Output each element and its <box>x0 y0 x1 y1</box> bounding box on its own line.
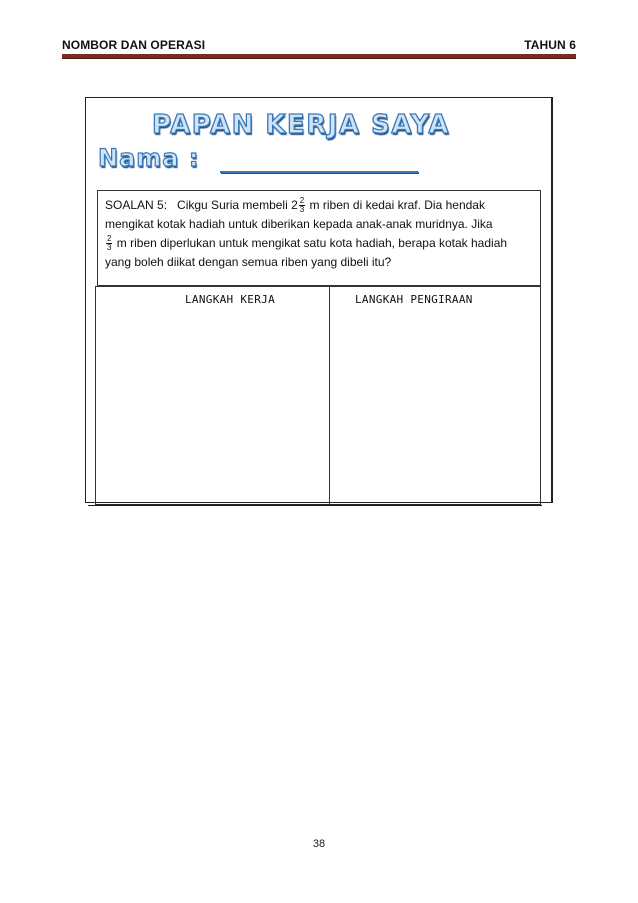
board-title: PAPAN KERJA SAYA <box>152 110 450 140</box>
question-line2: mengikat kotak hadiah untuk diberikan kepada anak-anak muridnya. Jika <box>105 217 493 231</box>
header-rule <box>62 54 576 59</box>
question-line3: m riben diperlukan untuk mengikat satu kota hadiah, berapa kotak hadiah <box>113 236 508 250</box>
column-header-langkah-pengiraan: LANGKAH PENGIRAAN <box>355 293 473 306</box>
column-header-langkah-kerja: LANGKAH KERJA <box>185 293 275 306</box>
question-line1-after: m riben di kedai kraf. Dia hendak <box>306 198 485 212</box>
fraction-denominator: 3 <box>107 243 112 253</box>
fraction-two-thirds <box>106 235 112 252</box>
page-header <box>62 36 576 56</box>
fraction-denominator: 3 <box>299 205 305 215</box>
question-text <box>105 196 537 272</box>
question-line4: yang boleh diikat dengan semua riben yang dibeli itu? <box>105 255 392 269</box>
fraction-numerator: 2 <box>299 196 305 206</box>
name-field[interactable] <box>220 171 418 173</box>
header-subject: NOMBOR DAN OPERASI <box>62 38 206 52</box>
work-table <box>95 286 541 505</box>
fraction-numerator: 2 <box>107 234 112 244</box>
question-line1-before: Cikgu Suria membeli 2 <box>177 198 298 212</box>
mixed-fraction <box>299 197 305 214</box>
column-divider <box>329 286 330 505</box>
name-label: Nama : <box>98 144 200 172</box>
page-number: 38 <box>312 838 326 850</box>
question-prefix: SOALAN 5: <box>105 198 168 212</box>
header-grade: TAHUN 6 <box>524 38 576 52</box>
